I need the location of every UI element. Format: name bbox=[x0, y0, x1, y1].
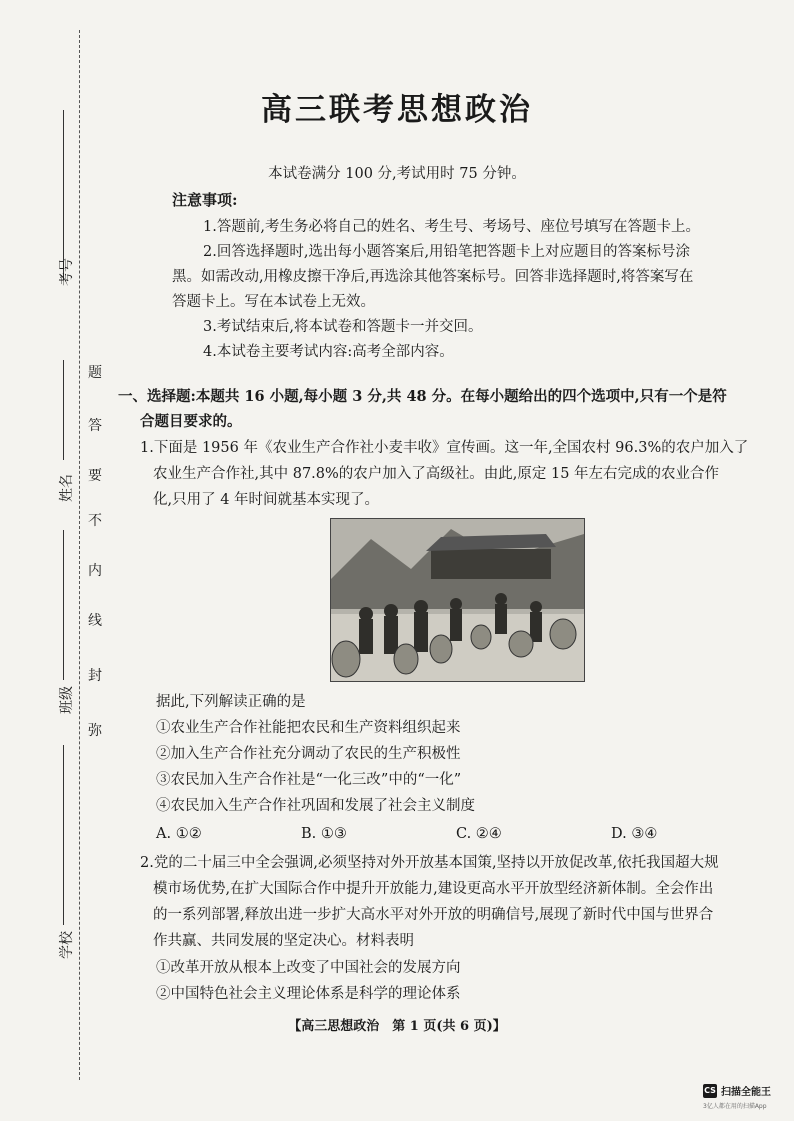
page-title: 高三联考思想政治 bbox=[261, 92, 533, 128]
notice-item: 2.回答选择题时,选出每小题答案后,用铅笔把答题卡上对应题目的答案标号涂 bbox=[203, 244, 691, 260]
q1-stem: 化,只用了 4 年时间就基本实现了。 bbox=[153, 492, 380, 508]
field-label-class: 班级 bbox=[59, 686, 75, 714]
q2-stem: 的一系列部署,释放出进一步扩大高水平对外开放的明确信号,展现了新时代中国与世界合 bbox=[153, 907, 714, 923]
seal-char: 题 bbox=[88, 365, 102, 381]
seal-char: 不 bbox=[88, 513, 102, 529]
field-label-exam-no: 考号 bbox=[59, 258, 75, 286]
q1-options bbox=[156, 822, 756, 847]
notice-item: 黑。如需改动,用橡皮擦干净后,再选涂其他答案标号。回答非选择题时,将答案写在 bbox=[172, 269, 694, 285]
scanner-tagline: 3亿人都在用的扫描App bbox=[703, 1103, 767, 1110]
q2-stem: 2.党的二十届三中全会强调,必须坚持对外开放基本国策,坚持以开放促改革,依托我国超大规 bbox=[140, 855, 719, 871]
seal-char: 答 bbox=[88, 418, 102, 434]
q1-prompt: 据此,下列解读正确的是 bbox=[156, 694, 306, 710]
notice-item: 答题卡上。写在本试卷上无效。 bbox=[172, 294, 375, 310]
q1-stem: 1.下面是 1956 年《农业生产合作社小麦丰收》宣传画。这一年,全国农村 96.3%的农户加入了 bbox=[140, 440, 749, 456]
seal-char: 封 bbox=[88, 668, 102, 684]
scanner-watermark bbox=[703, 1083, 771, 1098]
field-line-exam-no bbox=[63, 110, 64, 280]
field-label-school: 学校 bbox=[59, 931, 75, 959]
seal-char: 弥 bbox=[88, 723, 102, 739]
notice-item: 4.本试卷主要考试内容:高考全部内容。 bbox=[203, 344, 454, 360]
painting-illustration bbox=[331, 519, 584, 681]
propaganda-painting-image bbox=[330, 518, 585, 682]
notice-item: 3.考试结束后,将本试卷和答题卡一并交回。 bbox=[203, 319, 483, 335]
q1-statement: ①农业生产合作社能把农民和生产资料组织起来 bbox=[156, 720, 461, 736]
q1-statement: ③农民加入生产合作社是“一化三改”中的“一化” bbox=[156, 772, 462, 788]
seal-char: 要 bbox=[88, 468, 102, 484]
notice-item: 1.答题前,考生务必将自己的姓名、考生号、考场号、座位号填写在答题卡上。 bbox=[203, 219, 700, 235]
q1-option-c: C. ②④ bbox=[456, 826, 502, 842]
field-line-school bbox=[63, 745, 64, 925]
exam-info: 本试卷满分 100 分,考试用时 75 分钟。 bbox=[268, 166, 526, 182]
seal-char: 线 bbox=[88, 613, 102, 629]
q2-statement: ②中国特色社会主义理论体系是科学的理论体系 bbox=[156, 986, 461, 1002]
field-label-name: 姓名 bbox=[59, 474, 75, 502]
field-line-class bbox=[63, 530, 64, 680]
notice-heading: 注意事项: bbox=[172, 191, 238, 209]
section-heading: 一、选择题:本题共 16 小题,每小题 3 分,共 48 分。在每小题给出的四个选项中,只有一个是符 bbox=[118, 388, 727, 405]
scanner-app-name: 扫描全能王 bbox=[721, 1087, 771, 1098]
q1-statement: ②加入生产合作社充分调动了农民的生产积极性 bbox=[156, 746, 461, 762]
q1-stem: 农业生产合作社,其中 87.8%的农户加入了高级社。由此,原定 15 年左右完成的农业合作 bbox=[153, 466, 720, 482]
q2-stem: 模市场优势,在扩大国际合作中提升开放能力,建设更高水平开放型经济新体制。全会作出 bbox=[153, 881, 714, 897]
section-heading-cont: 合题目要求的。 bbox=[140, 413, 242, 430]
camscanner-logo-icon: CS bbox=[703, 1084, 717, 1098]
seal-line bbox=[79, 30, 80, 1080]
q1-option-b: B. ①③ bbox=[301, 826, 347, 842]
q1-option-d: D. ③④ bbox=[611, 826, 658, 842]
q1-option-a: A. ①② bbox=[156, 826, 202, 842]
page-footer: 【高三思想政治 第 1 页(共 6 页)】 bbox=[288, 1019, 506, 1034]
q2-statement: ①改革开放从根本上改变了中国社会的发展方向 bbox=[156, 960, 461, 976]
q2-stem: 作共赢、共同发展的坚定决心。材料表明 bbox=[153, 933, 414, 949]
field-line-name bbox=[63, 360, 64, 460]
q1-statement: ④农民加入生产合作社巩固和发展了社会主义制度 bbox=[156, 798, 475, 814]
seal-char: 内 bbox=[88, 563, 102, 579]
